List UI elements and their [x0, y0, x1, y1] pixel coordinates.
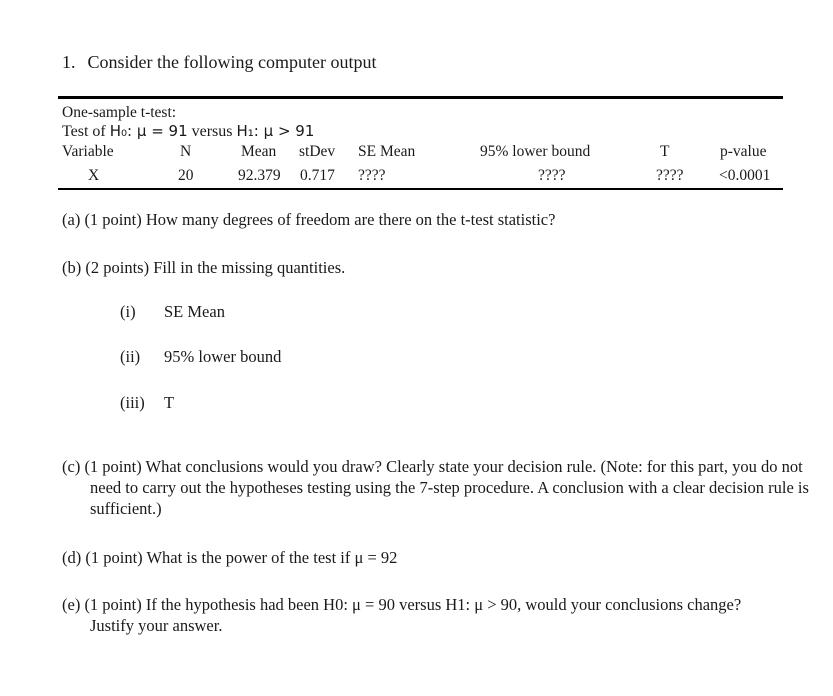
header-variable: Variable	[62, 143, 114, 160]
table-top-rule	[58, 96, 783, 99]
part-a: (a) (1 point) How many degrees of freedom are there on the t-test statistic?	[62, 210, 556, 229]
roman-numeral: (iii)	[120, 393, 145, 412]
part-b-item-2	[120, 347, 281, 367]
part-c: (c) (1 point) What conclusions would you draw? Clearly state your decision rule. (Note: for this part, you do not need to carry out the hypotheses testing using the 7-step procedure. A conclusion with a clear decision rule is sufficient.)	[62, 457, 809, 518]
roman-numeral: (i)	[120, 302, 136, 321]
header-t: T	[660, 143, 670, 160]
header-se-mean: SE Mean	[358, 143, 416, 160]
cell-n: 20	[178, 167, 194, 184]
cell-se-mean: ????	[358, 167, 386, 184]
part-b-item-3	[120, 393, 174, 413]
cell-p-value: <0.0001	[719, 167, 771, 184]
part-b: (b) (2 points) Fill in the missing quantities.	[62, 258, 346, 277]
header-mean: Mean	[241, 143, 277, 160]
question-number: 1.	[62, 52, 76, 72]
question-title: Consider the following computer output	[87, 52, 377, 72]
part-b-item-1	[120, 302, 225, 322]
cell-lower-bound: ????	[538, 167, 566, 184]
header-stdev: stDev	[299, 143, 336, 160]
hypothesis-prefix: Test of	[62, 123, 110, 140]
cell-t: ????	[656, 167, 684, 184]
header-p-value: p-value	[720, 143, 767, 160]
part-e: (e) (1 point) If the hypothesis had been H0: μ = 90 versus H1: μ > 90, would your conclusions change? Justify your answer.	[62, 595, 742, 635]
hypothesis-line	[62, 122, 314, 141]
table-bottom-rule	[58, 188, 783, 190]
part-d: (d) (1 point) What is the power of the test if μ = 92	[62, 548, 398, 567]
question-heading	[62, 52, 376, 73]
item-label: SE Mean	[164, 302, 225, 321]
alternative-hypothesis: H₁: μ > 91	[236, 122, 315, 140]
versus-text: versus	[191, 123, 233, 140]
null-hypothesis: H₀: μ = 91	[109, 122, 188, 140]
roman-numeral: (ii)	[120, 347, 141, 366]
header-n: N	[180, 143, 192, 160]
item-label: T	[164, 393, 175, 412]
item-label: 95% lower bound	[164, 347, 282, 366]
header-lower-bound: 95% lower bound	[480, 143, 591, 160]
cell-stdev: 0.717	[300, 167, 335, 184]
cell-mean: 92.379	[238, 167, 281, 184]
cell-variable: X	[88, 167, 100, 184]
output-caption: One-sample t-test:	[62, 104, 177, 121]
